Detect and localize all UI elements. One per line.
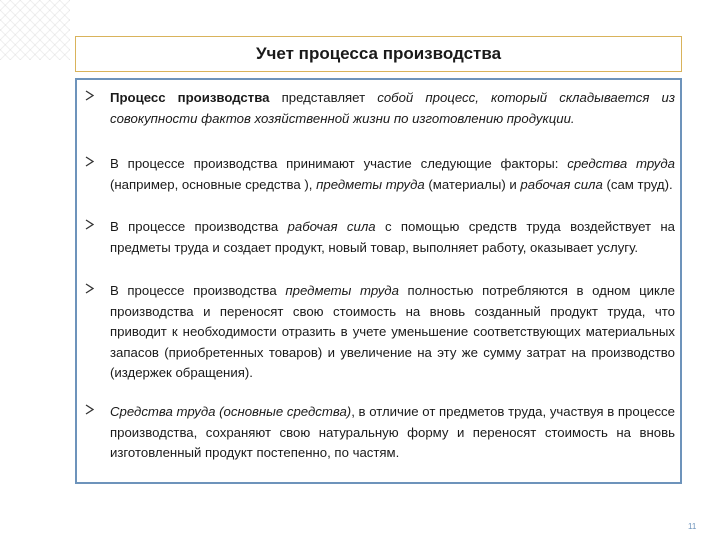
bullet-text-segment: собой процесс, который складывается из совокупности фактов хозяйственной жизни по изготовлению продукции. [110,90,675,126]
bullet-text-segment: средства труда [567,156,675,171]
bullet-text [110,88,675,129]
bullet-text-segment: В процессе производства принимают участие следующие факторы: [110,156,568,171]
bullet-text-segment: Средства труда (основные средства) [110,404,352,419]
bullet-text-segment: с помощью средств труда воздействует на предметы труда и создает продукт, новый товар, выполняет работу, оказывает услугу. [110,219,675,255]
bullet-text-segment: В процессе производства [110,283,286,298]
bullet-text [110,217,675,258]
arrow-bullet-icon [85,404,94,415]
bullet-text-segment: полностью потребляются в одном цикле производства и переносят свою стоимость на вновь созданный продукт труда, что приводит к необходимости отразить в учете уменьшение соответствующих материальных запасов (приобретенных товаров) и увеличение на эту же сумму затрат на производство (издержек обращения). [110,283,675,381]
bullet-text-segment: В процессе производства [110,219,288,234]
bullet-text [110,281,675,384]
bullet-text-segment: , в отличие от предметов труда, участвуя в процессе производства, сохраняют свою натуральную форму и переносят стоимость на вновь изготовленный продукт постепенно, по частям. [110,404,675,461]
bullet-text-segment: рабочая сила [520,176,603,192]
bullet-text-segment: рабочая сила [287,219,376,234]
title-box [75,36,682,72]
bullet-term: Процесс производства [110,90,270,105]
bullet-text-segment: предметы труда [316,176,425,192]
slide-title: Учет процесса производства [255,44,502,63]
arrow-bullet-icon [85,283,94,294]
corner-decoration [0,0,70,60]
bullet-text-segment: предметы труда [285,283,399,298]
bullet-text-segment: (сам труд). [602,176,673,192]
arrow-bullet-icon [85,90,94,101]
bullet-text-segment: (материалы) и [424,176,521,192]
content-box [75,78,682,484]
arrow-bullet-icon [85,156,94,167]
bullet-text [110,402,675,464]
bullet-text [110,154,675,195]
bullet-text-segment: (например, основные средства ), [110,176,317,192]
bullet-text-segment: представляет [269,90,378,105]
arrow-bullet-icon [85,219,94,230]
page-number: 11 [688,522,697,531]
